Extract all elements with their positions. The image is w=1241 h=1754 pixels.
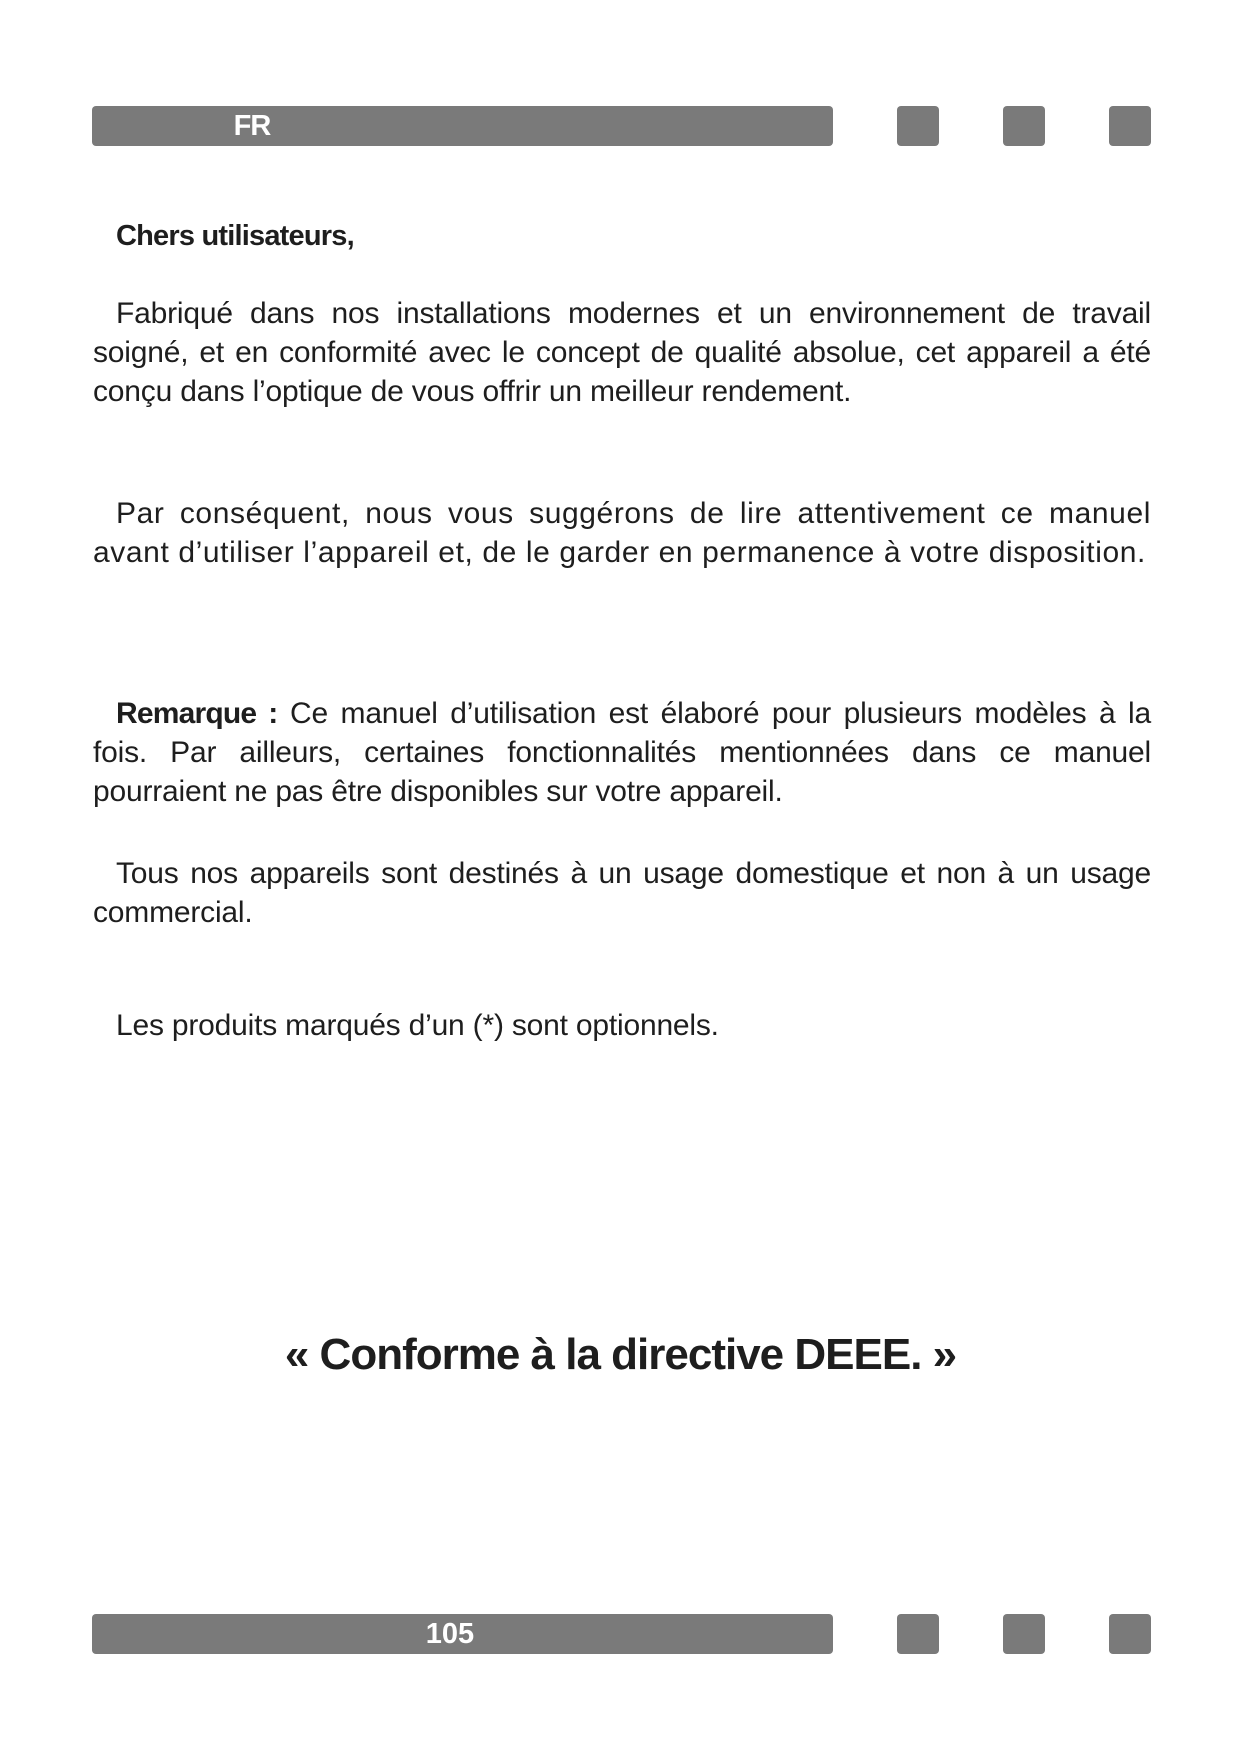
header-square-1 [897,106,939,146]
page-number: 105 [425,1618,475,1650]
header-bar [92,106,833,146]
note-label: Remarque : [116,697,278,730]
note-text: Ce manuel d’utilisation est élaboré pour plusieurs modèles à la fois. Par ailleurs, certaines fonctionnalités mentionnées dans ce manuel pourraient ne pas être disponibles sur votre appareil. [93,697,1151,808]
header-square-2 [1003,106,1045,146]
paragraph-note [93,694,1151,811]
paragraph-domestic-use: Tous nos appareils sont destinés à un usage domestique et non à un usage commercial. [93,857,1151,929]
paragraph-read-manual: Par conséquent, nous vous suggérons de lire attentivement ce manuel avant d’utiliser l’appareil et, de le garder en permanence à votre disposition. [93,497,1151,569]
paragraph-intro: Fabriqué dans nos installations modernes et un environnement de travail soigné, et en conformité avec le concept de qualité absolue, cet appareil a été conçu dans l’optique de vous offrir un meilleur rendement. [93,297,1151,408]
language-label: FR [233,110,271,142]
footer-square-2 [1003,1614,1045,1654]
footer-square-1 [897,1614,939,1654]
directive-statement: « Conforme à la directive DEEE. » [284,1330,957,1379]
paragraph-optional-products: Les produits marqués d’un (*) sont optionnels. [116,1009,719,1042]
footer-bar [92,1614,833,1654]
header-square-3 [1109,106,1151,146]
greeting-heading: Chers utilisateurs, [116,220,354,252]
footer-square-3 [1109,1614,1151,1654]
